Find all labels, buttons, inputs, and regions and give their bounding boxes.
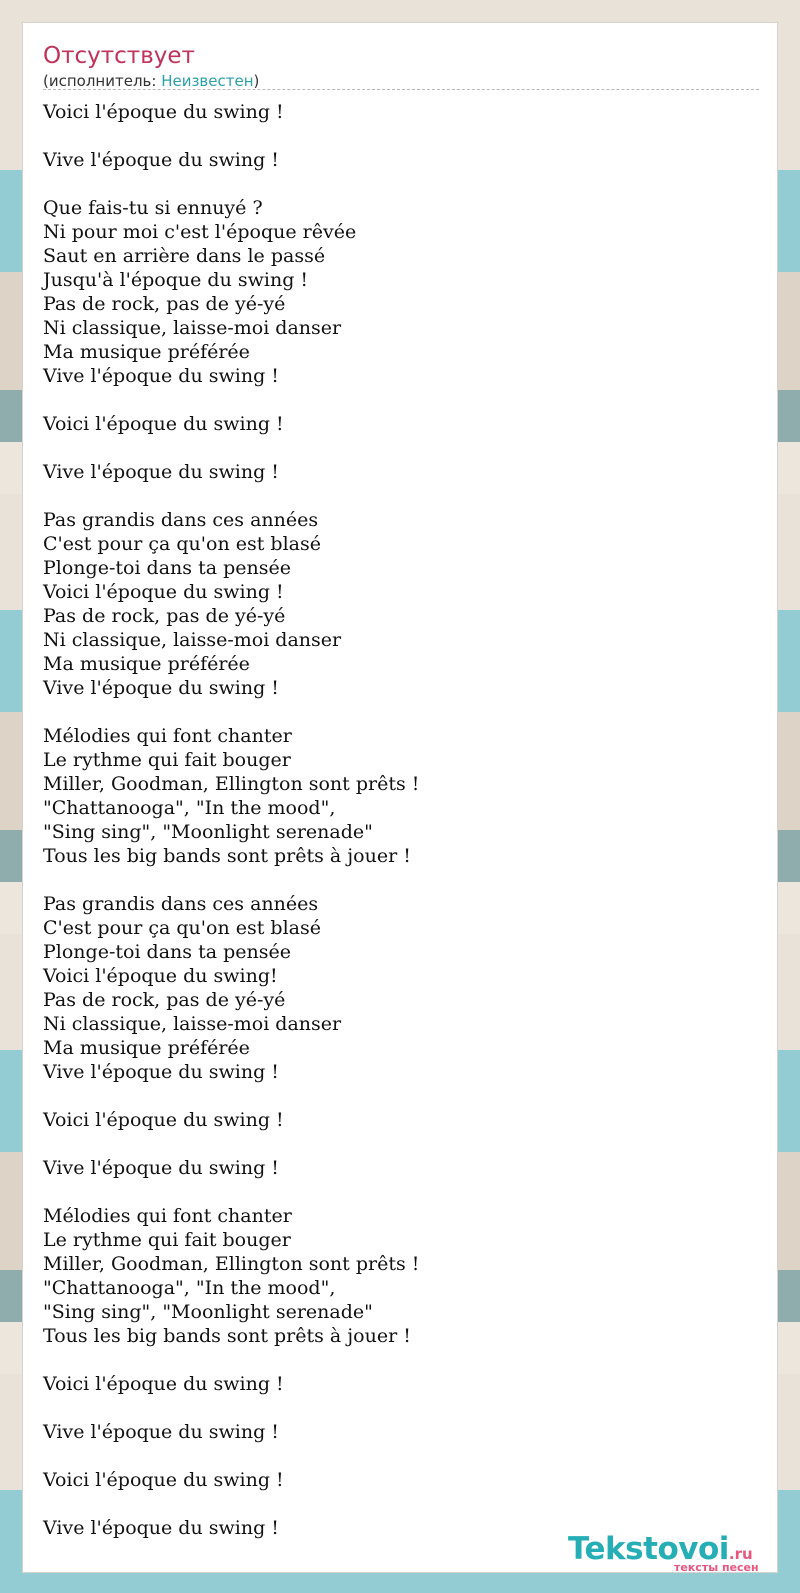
logo-name: Tekstovoi <box>568 1531 729 1567</box>
song-title: Отсутствует <box>43 43 195 69</box>
artist-suffix: ) <box>253 72 260 90</box>
lyrics-card <box>22 22 778 1573</box>
artist-link[interactable]: Неизвестен <box>161 72 254 90</box>
header-divider <box>43 89 759 90</box>
logo-tagline: тексты песен <box>674 1561 759 1574</box>
site-logo[interactable] <box>568 1531 768 1574</box>
lyrics-text: Voici l'époque du swing ! Vive l'époque du swing ! Que fais-tu si ennuyé ? Ni pour moi c'est l'époque rêvée Saut en arrière dans le passé Jusqu'à l'époque du swing ! Pas de rock, pas de yé-yé Ni classique, laisse-moi danser Ma musique préférée Vive l'époque du swing ! Voici l'époque du swing ! Vive l'époque du swing ! Pas grandis dans ces années C'est pour ça qu'on est blasé Plonge-toi dans ta pensée Voici l'époque du swing ! Pas de rock, pas de yé-yé Ni classique, laisse-moi danser Ma musique préférée Vive l'époque du swing ! Mélodies qui font chanter Le rythme qui fait bouger Miller, Goodman, Ellington sont prêts ! "Chattanooga", "In the mood", "Sing sing", "Moonlight serenade" Tous les big bands sont prêts à jouer ! Pas grandis dans ces années C'est pour ça qu'on est blasé Plonge-toi dans ta pensée Voici l'époque du swing! Pas de rock, pas de yé-yé Ni classique, laisse-moi danser Ma musique préférée Vive l'époque du swing ! Voici l'époque du swing ! Vive l'époque du swing ! Mélodies qui font chanter Le rythme qui fait bouger Miller, Goodman, Ellington sont prêts ! "Chattanooga", "In the mood", "Sing sing", "Moonlight serenade" Tous les big bands sont prêts à jouer ! Voici l'époque du swing ! Vive l'époque du swing ! Voici l'époque du swing ! Vive l'époque du swing ! <box>43 101 420 1539</box>
artist-prefix: (исполнитель: <box>43 72 162 90</box>
artist-line <box>43 71 259 91</box>
logo-tld: .ru <box>728 1545 753 1563</box>
